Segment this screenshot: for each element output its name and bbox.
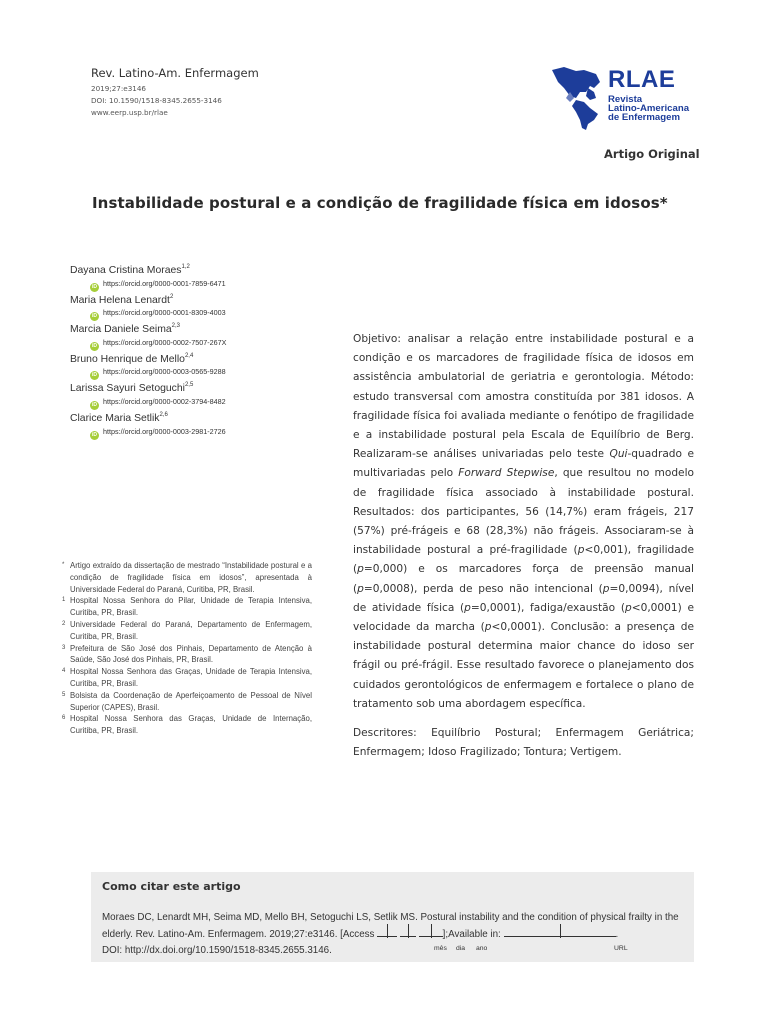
logo-line-3: de Enfermagem — [608, 112, 680, 123]
orcid-link[interactable]: iD https://orcid.org/0000-0001-7859-6471 — [92, 279, 226, 290]
journal-doi: DOI: 10.1590/1518-8345.2655-3146 — [91, 96, 222, 105]
descriptors: Descritores: Equilíbrio Postural; Enfermagem Geriátrica; Enfermagem; Idoso Fragilizado; Tontura; Vertigem. — [353, 727, 694, 759]
journal-year-volume: 2019;27:e3146 — [91, 84, 146, 93]
author-name: Dayana Cristina Moraes$^{1,2}$ — [70, 264, 190, 276]
url-blank[interactable] — [504, 927, 616, 937]
citation-text: Moraes DC, Lenardt MH, Seima MD, Mello BH, Setoguchi LS, Setlik MS. Postural instability and the condition of physical frailty in the elderly. Rev. Latino-Am. Enfermagem. 2019;27:e3146. [Access ];Available in: . DOI: http://dx.doi.org/10.1590/1518-8345.2655.3146. — [102, 910, 687, 960]
author-name: Clarice Maria Setlik$^{2,6}$ — [70, 412, 168, 424]
citation-doi[interactable]: DOI: http://dx.doi.org/10.1590/1518-8345.2655.3146. — [102, 945, 332, 956]
logo-acronym: RLAE — [608, 66, 676, 93]
journal-url[interactable]: www.eerp.usp.br/rlae — [91, 108, 168, 117]
label-year: ano — [476, 945, 488, 952]
access-day-blank[interactable] — [400, 927, 416, 937]
abstract-body: Objetivo: analisar a relação entre instabilidade postural e a condição e os marcadores de fragilidade física de idosos em assistência ambulatorial de geriatria e gerontologia. Método: estudo transversal com amostra constituída por 381 idosos. A fragilidade física foi avaliada mediante o fenótipo de fragilidade e a instabilidade postural pela Escala de Equilíbrio de Berg. Realizaram-se análises univariadas pelo teste Qui-quadrado e multivariadas pelo Forward Stepwise, que resultou no modelo de fragilidade física associado à instabilidade postural. Resultados: dos participantes, 56 (14,7%) eram frágeis, 217 (57%) pré-frágeis e 68 (28,3%) não frágeis. Associaram-se à instabilidade postural a pré-fragilidade (p<0,001), fragilidade (p=0,000) e os marcadores força de preensão manual (p=0,0008), perda de peso não intencional (p=0,0094), nível de atividade física (p=0,0001), fadiga/exaustão (p<0,0001) e velocidade da marcha (p<0,0001). Conclusão: a presença de instabilidade postural determina maior chance do idoso ser frágil ou pré-frágil. Esse resultado favorece o planejamento dos cuidados gerontológicos de enfermagem e fortalece o plano de tratamento sob uma abordagem específica. — [353, 333, 694, 710]
label-day: dia — [456, 945, 466, 952]
author-name: Bruno Henrique de Mello$^{2,4}$ — [70, 353, 194, 365]
footnote: 6 Hospital Nossa Senhora das Graças, Unidade de Internação, Curitiba, PR, Brasil. — [62, 714, 312, 736]
orcid-icon: iD — [92, 313, 97, 319]
access-month-blank[interactable] — [377, 927, 397, 937]
citation-heading: Como citar este artigo — [102, 880, 241, 893]
label-url: URL — [614, 945, 628, 952]
orcid-link[interactable]: iD https://orcid.org/0000-0002-3794-8482 — [92, 397, 226, 408]
author-name: Marcia Daniele Seima$^{2,3}$ — [70, 323, 180, 335]
orcid-link[interactable]: iD https://orcid.org/0000-0001-8309-4003 — [92, 308, 226, 319]
footnote: * Artigo extraído da dissertação de mestrado “Instabilidade postural e a condição de fragilidade física em idosos”, apresentada à Universidade Federal do Paraná, Curitiba, PR, Brasil. — [62, 561, 312, 594]
article-title: Instabilidade postural e a condição de fragilidade física em idosos* — [92, 194, 668, 212]
orcid-icon: iD — [92, 284, 97, 290]
footnote: 4 Hospital Nossa Senhora das Graças, Unidade de Terapia Intensiva, Curitiba, PR, Brasil. — [62, 667, 312, 688]
abstract — [353, 330, 694, 762]
logo-line-2: Latino-Americana — [608, 103, 690, 114]
article-type: Artigo Original — [604, 147, 700, 161]
orcid-link[interactable]: iD https://orcid.org/0000-0002-7507-267X — [92, 338, 227, 349]
footnote: 2 Universidade Federal do Paraná, Departamento de Enfermagem, Curitiba, PR, Brasil. — [62, 619, 312, 641]
journal-name: Rev. Latino-Am. Enfermagem — [91, 66, 259, 80]
orcid-link[interactable]: iD https://orcid.org/0000-0003-2981-2726 — [92, 427, 226, 438]
footnote: 5 Bolsista da Coordenação de Aperfeiçoamento de Pessoal de Nível Superior (CAPES), Brasil. — [62, 690, 312, 712]
orcid-icon: iD — [92, 343, 97, 349]
author-name: Larissa Sayuri Setoguchi$^{2,5}$ — [70, 382, 194, 394]
author-name: Maria Helena Lenardt$^2$ — [70, 294, 174, 306]
orcid-icon: iD — [92, 432, 97, 438]
orcid-icon: iD — [92, 372, 97, 378]
footnote: 3 Prefeitura de São José dos Pinhais, Departamento de Atenção à Saúde, São José dos Pinhais, PR, Brasil. — [62, 643, 312, 665]
footnotes — [62, 560, 312, 737]
orcid-icon: iD — [92, 402, 97, 408]
label-month: mês — [434, 945, 447, 952]
logo-line-1: Revista — [608, 94, 643, 105]
access-year-blank[interactable] — [419, 927, 443, 937]
orcid-link[interactable]: iD https://orcid.org/0000-0003-0565-9288 — [92, 367, 226, 378]
footnote: 1 Hospital Nossa Senhora do Pilar, Unidade de Terapia Intensiva, Curitiba, PR, Brasil. — [62, 596, 312, 618]
